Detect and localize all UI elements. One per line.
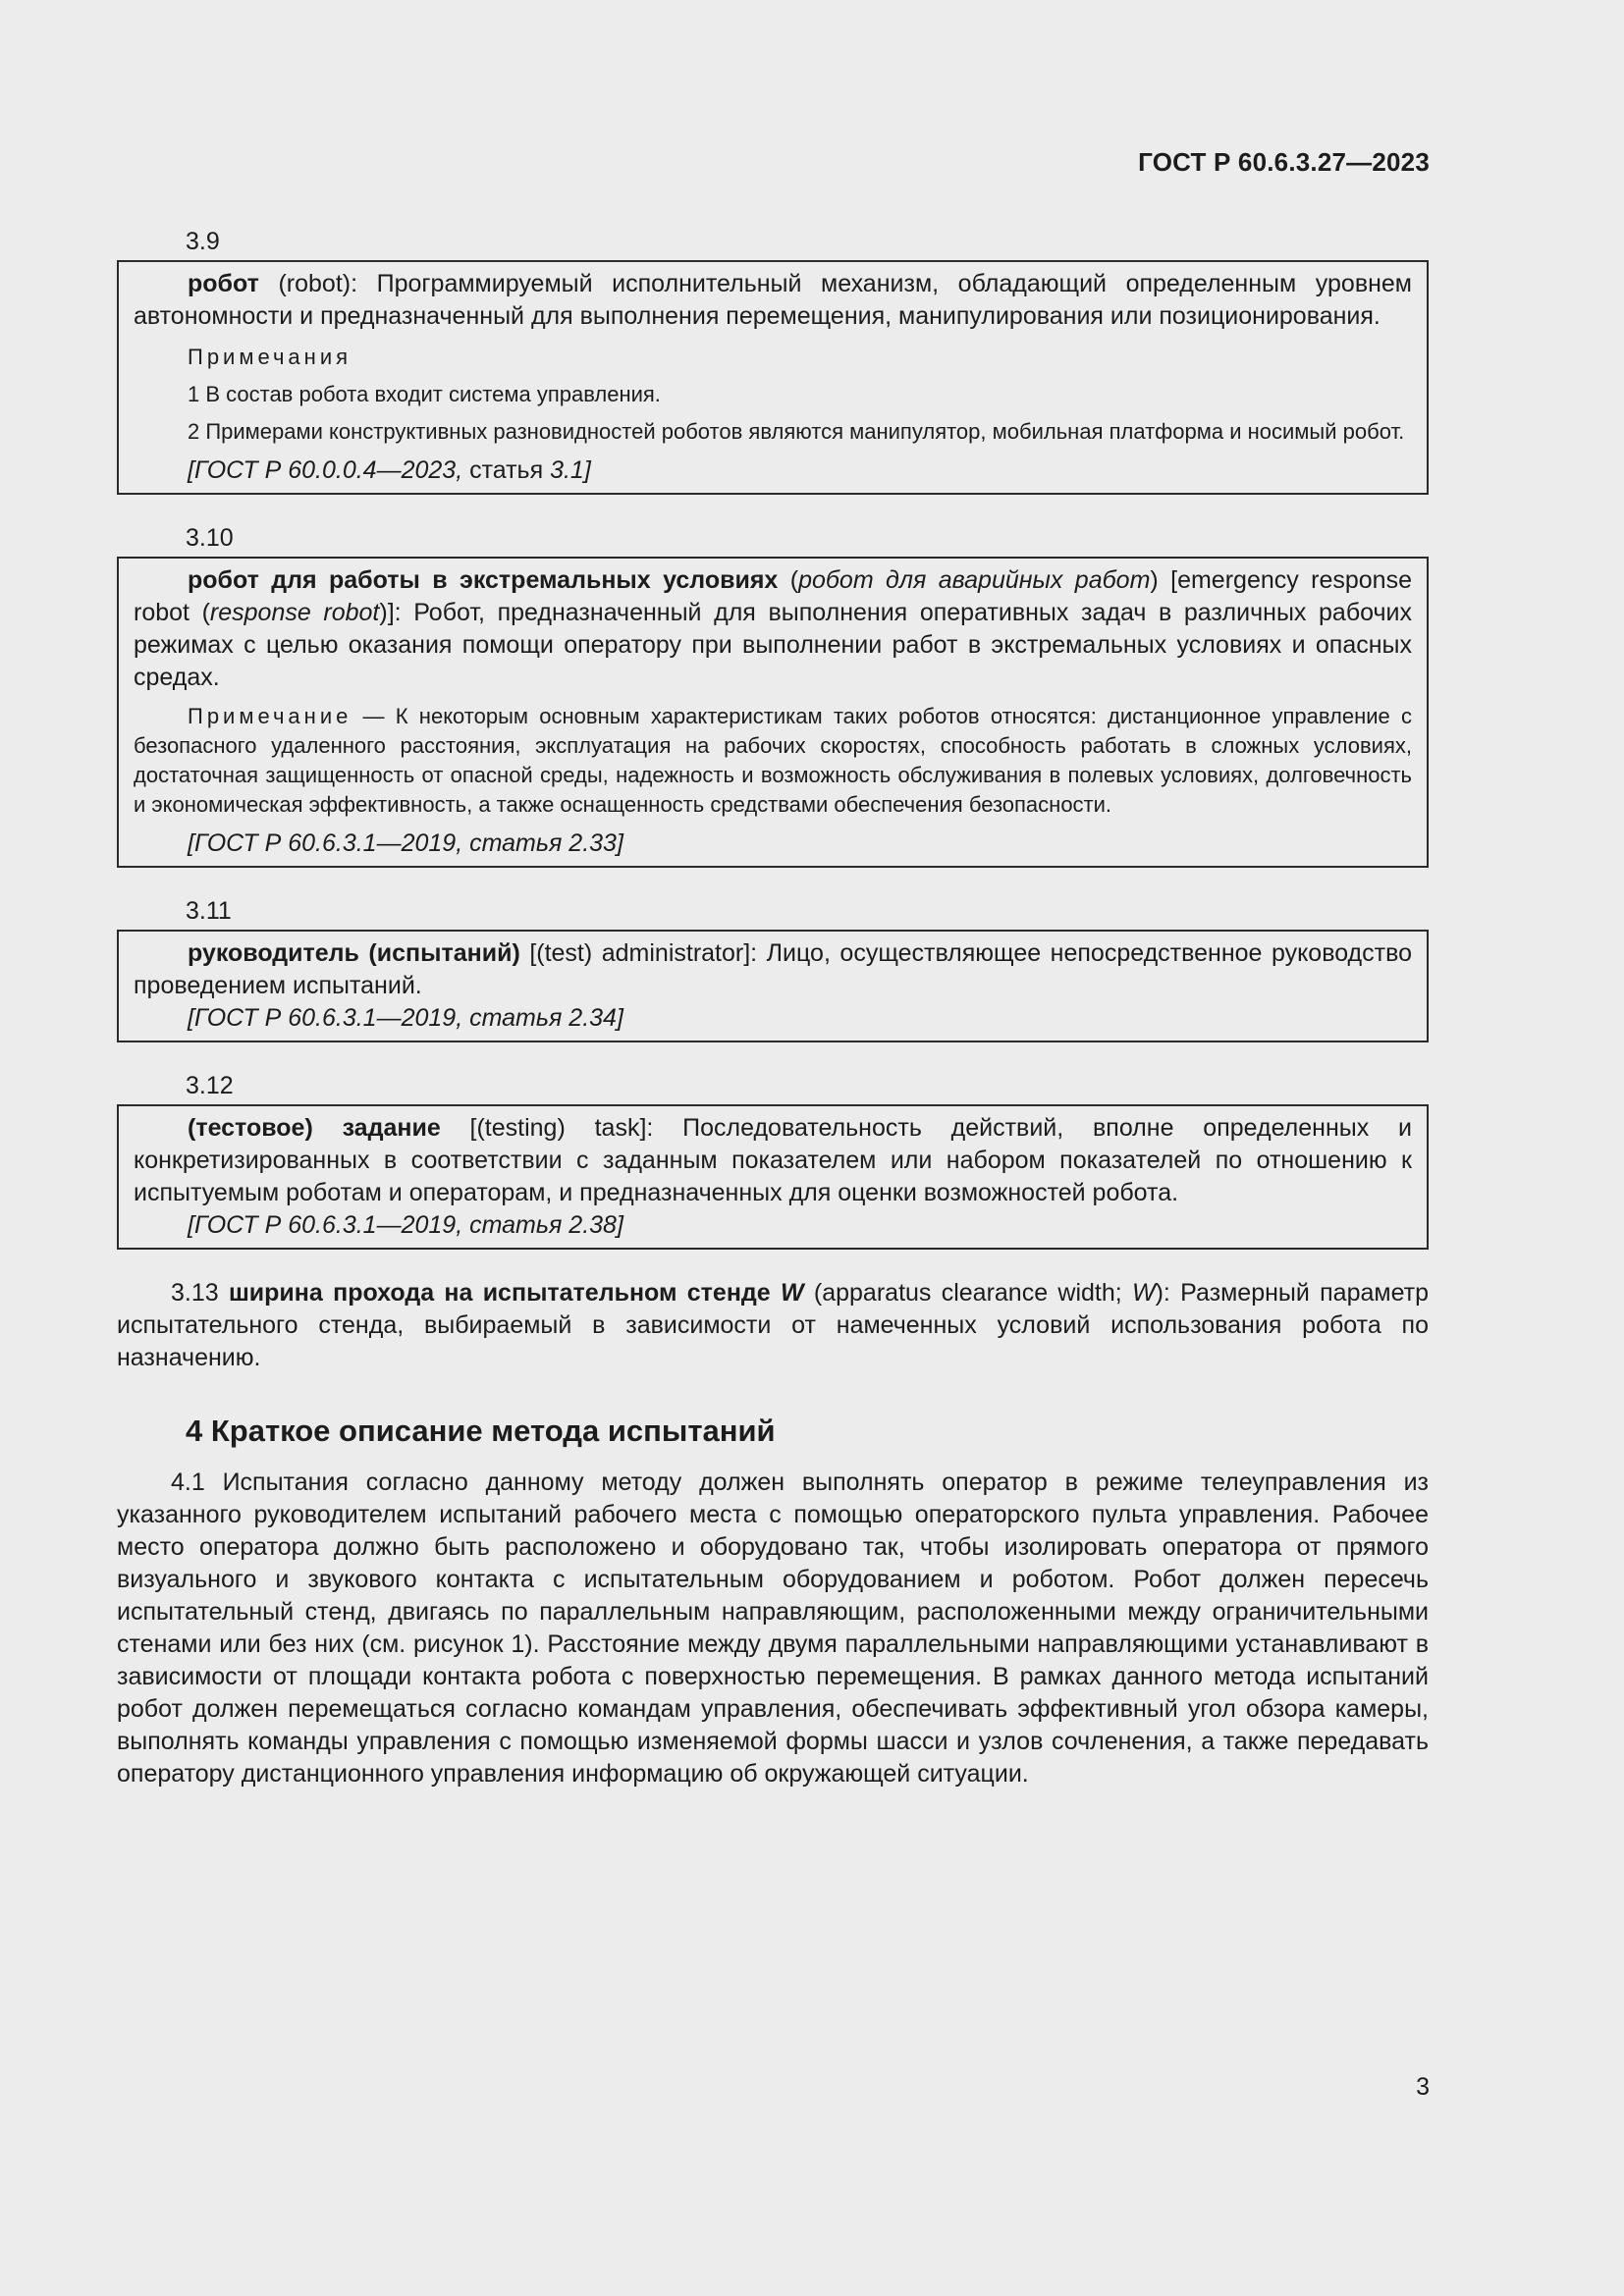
source-reference: [ГОСТ Р 60.0.0.4—2023, статья 3.1] [188,456,591,484]
definition-text: Робот, предназначенный для выполнения оперативных задач в различных рабочих режимах с целью оказания помощи оператору при выполнении работ в экстремальных условиях и опасных средах. [134,599,1412,691]
term-box-3-12 [117,1104,1429,1250]
term-name: робот [188,270,259,297]
definition-text: Программируемый исполнительный механизм, обладающий определенным уровнем автономности и предназначенный для выполнения перемещения, манипулирования или позиционирования. [134,270,1412,330]
definition-text: Последовательность действий, вполне определенных и конкретизированных в соответствии с заданным показателем или набором показателей по отношению к испытуемым роботам и операторам, и предназначенных для оценки возможностей робота. [134,1114,1412,1206]
term-symbol: W [781,1279,804,1307]
term-box-3-10 [117,557,1429,868]
note-1: 1 В состав робота входит система управления. [188,382,661,406]
term-definition-3-13: 3.13 ширина прохода на испытательном стенде W (apparatus clearance width; W): Размерный параметр испытательного стенда, выбираемый в зависимости от намеченных условий использования робота по назначению. [117,1279,1429,1371]
term-name: (тестовое) задание [188,1114,441,1142]
term-number-3-9: 3.9 [186,228,220,255]
page-content [117,226,1429,1790]
term-name: робот для работы в экстремальных условиях [188,566,779,594]
notes-title: Примечания [188,345,352,369]
term-number-3-12: 3.12 [186,1072,234,1099]
term-box-3-11 [117,930,1429,1042]
source-reference: [ГОСТ Р 60.6.3.1—2019, статья 2.33] [188,829,623,857]
term-number-3-11: 3.11 [186,897,232,925]
note-label: Примечание [188,704,352,728]
definition-text: Размерный параметр испытательного стенда, выбираемый в зависимости от намеченных условий использования робота по назначению. [117,1279,1429,1371]
term-box-3-9 [117,260,1429,495]
term-definition-3-10: робот для работы в экстремальных условиях (робот для аварийных работ) [emergency response robot (response robot)]: Робот, предназначенный для выполнения оперативных задач в различных рабочих режимах с целью оказания помощи оператору при выполнении работ в экстремальных условиях и опасных средах. [134,566,1412,691]
term-english: (robot): [258,270,377,297]
document-id: ГОСТ Р 60.6.3.27—2023 [1138,147,1430,177]
section-title: 4 Краткое описание метода испытаний [186,1414,776,1448]
term-synonym: робот для аварийных работ [798,566,1151,594]
term-number-3-10: 3.10 [186,524,234,552]
term-definition-3-11: руководитель (испытаний) [(test) administrator]: Лицо, осуществляющее непосредственное руководство проведением испытаний. [134,939,1412,999]
page-number: 3 [1416,2073,1430,2101]
note-2: 2 Примерами конструктивных разновидностей роботов являются манипулятор, мобильная платформа и носимый робот. [188,419,1405,444]
definition-text: Лицо, осуществляющее непосредственное руководство проведением испытаний. [134,939,1412,999]
note: Примечание — К некоторым основным характеристикам таких роботов относятся: дистанционное управление с безопасного удаленного расстояния, эксплуатация на рабочих скоростях, способность работать в сложных условиях, достаточная защищенность от опасной среды, надежность и возможность обслуживания в полевых условиях, долговечность и экономическая эффективность, а также оснащенность средствами обеспечения безопасности. [134,704,1412,817]
term-definition-3-12: (тестовое) задание [(testing) task]: Последовательность действий, вполне определенных и конкретизированных в соответствии с заданным показателем или набором показателей по отношению к испытуемым роботам и операторам, и предназначенных для оценки возможностей робота. [134,1114,1412,1206]
term-definition-3-9 [134,268,1412,333]
paragraph-4-1: 4.1 Испытания согласно данному методу должен выполнять оператор в режиме телеуправления из указанного руководителем испытаний рабочего места с помощью операторского пульта управления. Рабочее место оператора должно быть расположено и оборудовано так, чтобы изолировать оператора от прямого визуального и звукового контакта с испытательным оборудованием и роботом. Робот должен пересечь испытательный стенд, двигаясь по параллельным направляющим, расположенными между ограничительными стенами или без них (см. рисунок 1). Расстояние между двумя параллельными направляющими устанавливают в зависимости от площади контакта робота с поверхностью перемещения. В рамках данного метода испытаний робот должен перемещаться согласно командам управления, обеспечивать эффективный угол обзора камеры, выполнять команды управления с помощью изменяемой формы шасси и узлов сочленения, а также передавать оператору дистанционного управления информацию об окружающей ситуации. [117,1468,1429,1788]
term-name: ширина прохода на испытательном стенде [228,1279,781,1307]
source-reference: [ГОСТ Р 60.6.3.1—2019, статья 2.38] [188,1211,623,1239]
term-name: руководитель (испытаний) [188,939,520,967]
source-reference: [ГОСТ Р 60.6.3.1—2019, статья 2.34] [188,1004,623,1032]
